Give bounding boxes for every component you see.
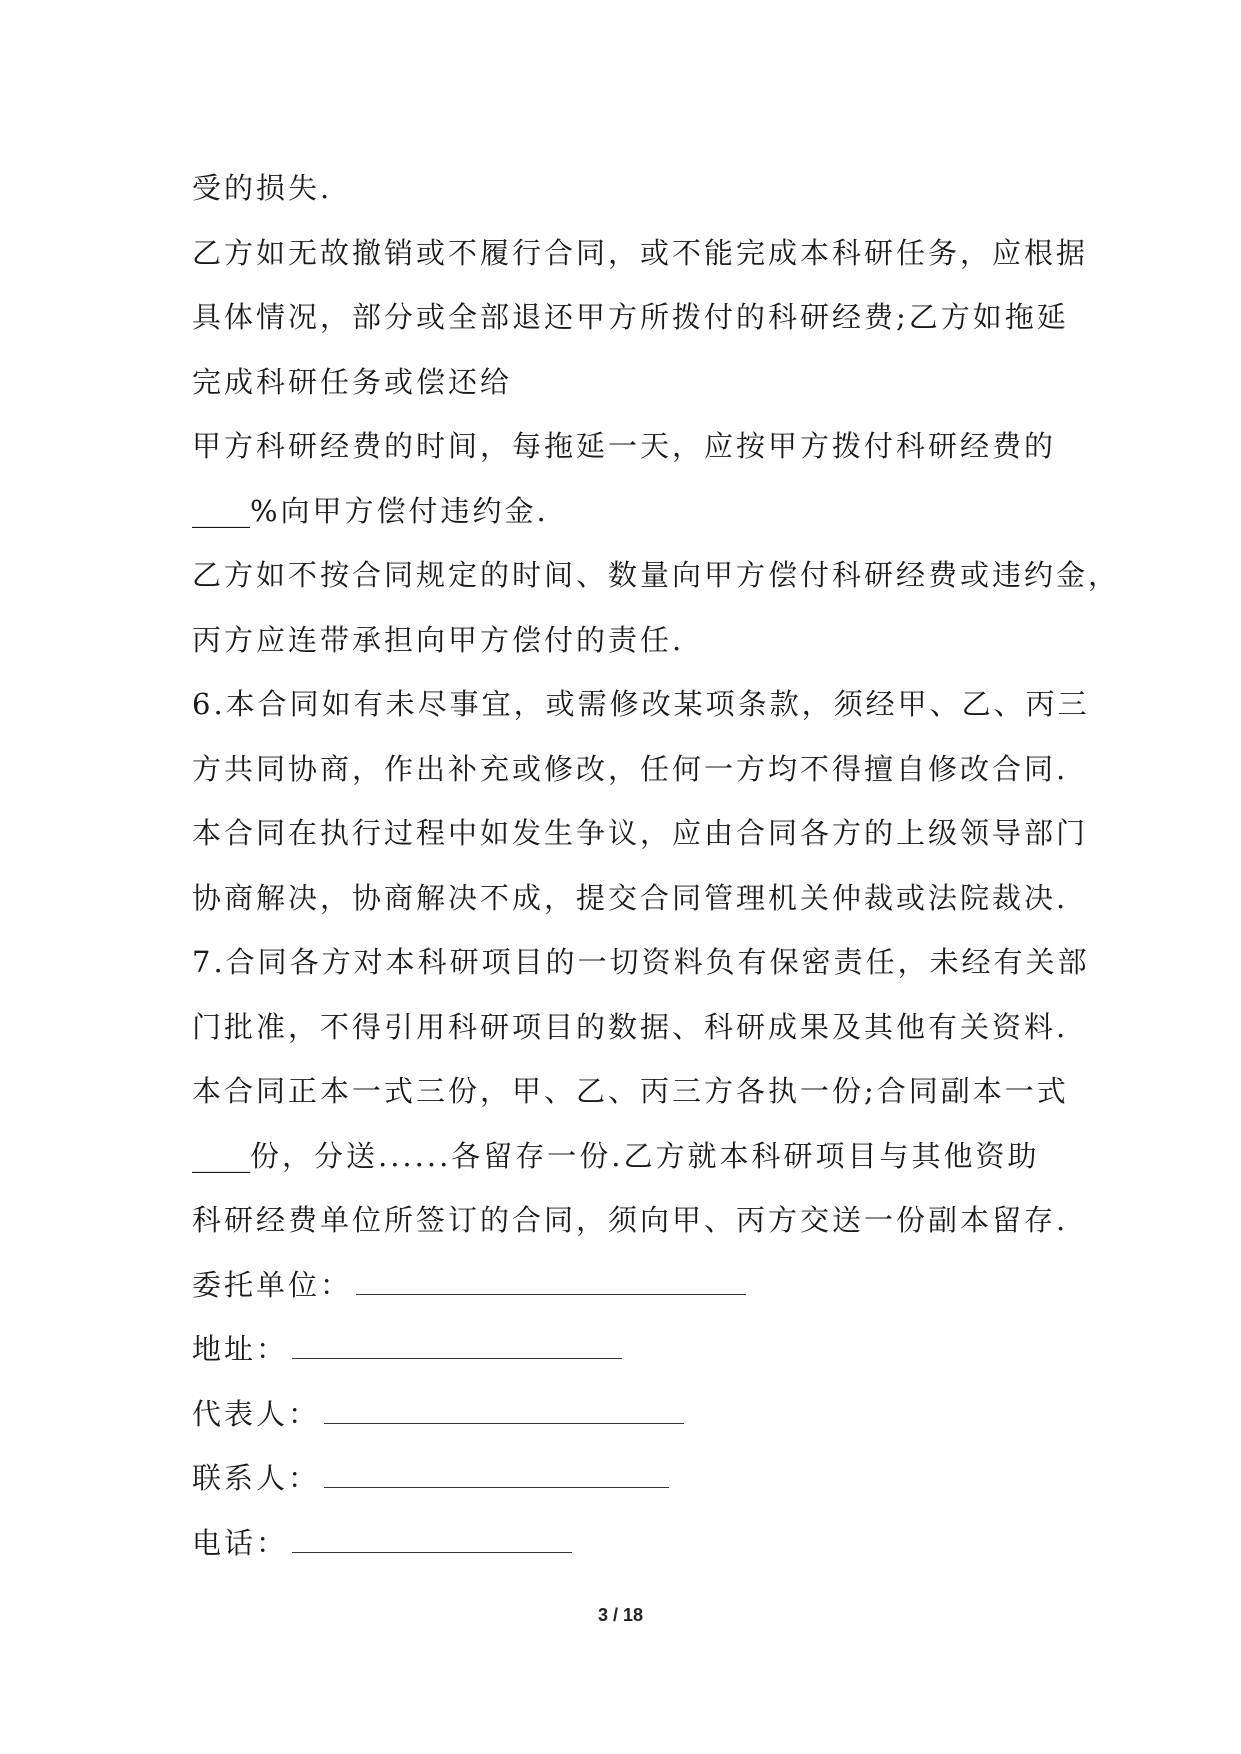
- phone-field: [192, 1511, 1072, 1576]
- page-number: 3 / 18: [597, 1605, 644, 1625]
- paragraph-line-with-blank: [192, 1124, 1072, 1189]
- phone-label: 电话：: [192, 1525, 289, 1560]
- paragraph-line: 甲方科研经费的时间，每拖延一天，应按甲方拨付科研经费的: [192, 429, 1057, 463]
- contract-body: [192, 156, 1121, 1575]
- representative-field: [192, 1382, 1072, 1447]
- contact-field: [192, 1446, 1072, 1511]
- paragraph-line: 乙方如不按合同规定的时间、数量向甲方偿付科研经费或违约金，: [192, 558, 1121, 592]
- fill-in-blank: ____: [192, 493, 250, 528]
- clause-7-line: 7.合同各方对本科研项目的一切资料负有保密责任，未经有关部: [192, 945, 1090, 979]
- paragraph-line: 协商解决，协商解决不成，提交合同管理机关仲裁或法院裁决.: [192, 880, 1069, 915]
- paragraph-line: 方共同协商，作出补充或修改，任何一方均不得擅自修改合同.: [192, 751, 1069, 786]
- phone-blank[interactable]: [292, 1528, 572, 1553]
- paragraph-text: 份，分送......各留存一份.乙方就本科研项目与其他资助: [250, 1138, 1040, 1173]
- contact-label: 联系人：: [192, 1461, 321, 1495]
- paragraph-line-with-blank: [192, 479, 1072, 544]
- representative-blank[interactable]: [324, 1399, 684, 1424]
- address-label: 地址：: [192, 1332, 289, 1366]
- paragraph-line: 丙方应连带承担向甲方偿付的责任.: [192, 622, 685, 657]
- address-blank[interactable]: [292, 1334, 622, 1359]
- entrust-unit-blank[interactable]: [356, 1270, 746, 1295]
- paragraph-line: 科研经费单位所签订的合同，须向甲、丙方交送一份副本留存.: [192, 1203, 1069, 1237]
- paragraph-line: 本合同在执行过程中如发生争议，应由合同各方的上级领导部门: [192, 816, 1089, 850]
- paragraph-line: 门批准，不得引用科研项目的数据、科研成果及其他有关资料.: [192, 1009, 1069, 1044]
- paragraph-line: 完成科研任务或偿还给: [192, 364, 513, 399]
- paragraph-line: 具体情况，部分或全部退还甲方所拨付的科研经费;乙方如拖延: [192, 300, 1069, 334]
- address-field: [192, 1317, 1072, 1382]
- entrust-unit-field: [192, 1253, 1072, 1318]
- contact-blank[interactable]: [324, 1463, 669, 1488]
- clause-6-line: 6.本合同如有未尽事宜，或需修改某项条款，须经甲、乙、丙三: [192, 687, 1090, 721]
- paragraph-line: 本合同正本一式三份，甲、乙、丙三方各执一份;合同副本一式: [192, 1074, 1069, 1108]
- paragraph-line: 受的损失.: [192, 171, 333, 205]
- entrust-unit-label: 委托单位：: [192, 1267, 353, 1302]
- representative-label: 代表人：: [192, 1396, 321, 1431]
- paragraph-line: 乙方如无故撤销或不履行合同，或不能完成本科研任务，应根据: [192, 235, 1089, 270]
- fill-in-blank: ____: [192, 1138, 250, 1173]
- paragraph-text: %向甲方偿付违约金.: [250, 493, 549, 528]
